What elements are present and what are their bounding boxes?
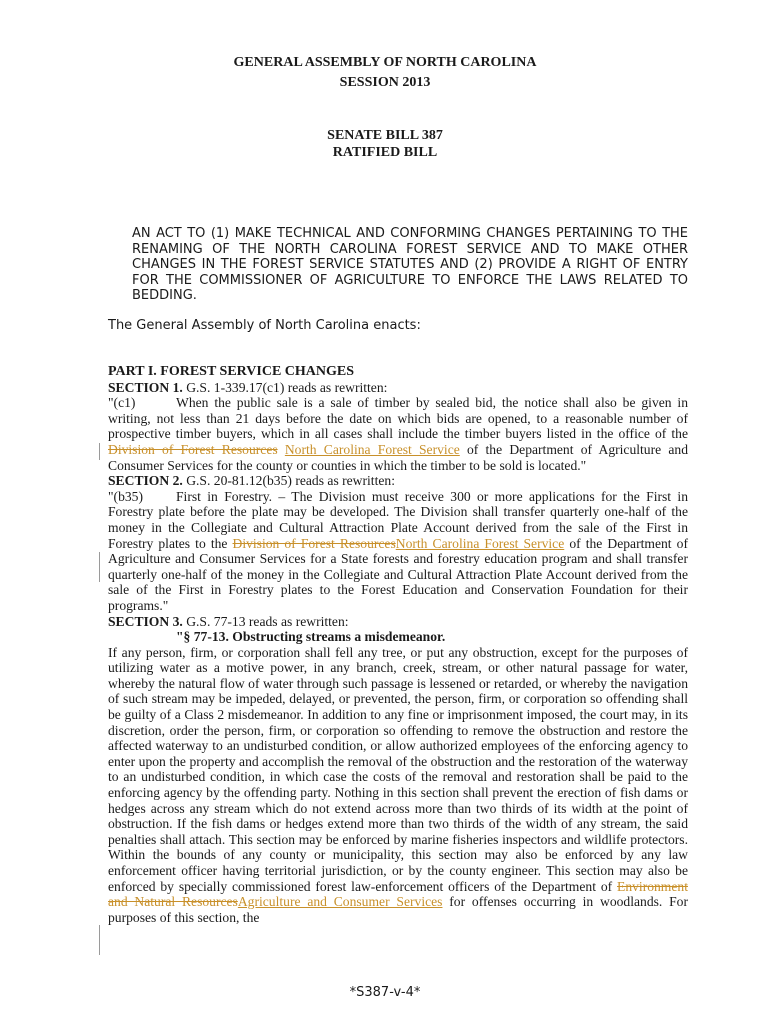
page-footer: *S387-v-4*: [349, 985, 421, 1000]
section-label: SECTION 2.: [108, 473, 183, 489]
section-ref: G.S. 77-13 reads as rewritten:: [186, 613, 349, 629]
section-text: of the Department of Agriculture and Consumer Services for the county or counties in which the timber to be sold is located.": [108, 441, 688, 473]
subsection-number: "(b35): [108, 488, 143, 504]
section-text: of the Department of Agriculture and Consumer Services for a State forests and forestry education program and shall transfer quarterly one-half of the money in the Collegiate and Cultural Attraction Plate Account derived from the sale of the First in Forestry plates to the Forest Education and Conservation Foundation for their programs.": [108, 535, 688, 613]
bill-number: SENATE BILL 387: [327, 128, 443, 143]
deleted-text: Division of Forest Resources: [232, 535, 396, 551]
bill-status: RATIFIED BILL: [332, 145, 438, 160]
section-1-text: [108, 395, 688, 473]
section-2: [108, 473, 688, 489]
statute-caption: "§ 77-13. Obstructing streams a misdemeanor.: [176, 629, 446, 645]
change-bar: [99, 443, 100, 460]
section-ref: G.S. 20-81.12(b35) reads as rewritten:: [186, 473, 395, 489]
deleted-text: Environment and Natural Resources: [108, 878, 688, 910]
header-session: SESSION 2013: [339, 75, 431, 90]
subsection-number: "(c1): [108, 395, 136, 411]
section-label: SECTION 1.: [108, 379, 183, 395]
inserted-text: North Carolina Forest Service: [284, 441, 460, 457]
act-title: AN ACT TO (1) MAKE TECHNICAL AND CONFORMING CHANGES PERTAINING TO THE RENAMING OF THE NORTH CAROLINA FOREST SERVICE AND TO MAKE OTHER CHANGES IN THE FOREST SERVICE STATUTES AND (2) PROVIDE A RIGHT OF ENTRY FOR THE COMMISSIONER OF AGRICULTURE TO ENFORCE THE LAWS RELATED TO BEDDING.: [132, 226, 688, 304]
change-bar: [99, 552, 100, 582]
inserted-text: Agriculture and Consumer Services: [237, 894, 443, 910]
section-1: [108, 380, 688, 396]
section-2-text: [108, 489, 688, 614]
inserted-text: North Carolina Forest Service: [395, 535, 565, 551]
change-bar: [99, 925, 100, 955]
section-3-text: [108, 645, 688, 926]
section-ref: G.S. 1-339.17(c1) reads as rewritten:: [186, 379, 388, 395]
section-3: [108, 614, 688, 630]
enacts-clause: The General Assembly of North Carolina enacts:: [108, 318, 421, 333]
section-text: When the public sale is a sale of timber by sealed bid, the notice shall also be given in writing, not less than 21 days before the date on which bids are opened, to a reasonable number of prospective timber buyers, which in all cases shall include the timber buyers listed in the office of the: [108, 395, 688, 442]
deleted-text: Division of Forest Resources: [108, 441, 278, 457]
section-label: SECTION 3.: [108, 613, 183, 629]
part-heading: PART I. FOREST SERVICE CHANGES: [108, 364, 355, 379]
section-text: If any person, firm, or corporation shall fell any tree, or put any obstruction, except for the purposes of utilizing water as a motive power, in any branch, creek, stream, or other natural passage for water, whereby the natural flow of water through such passage is lessened or retarded, or whereby the navigation of such stream may be impeded, delayed, or prevented, the person, firm, or corporation so offending shall be guilty of a Class 2 misdemeanor. In addition to any fine or imprisonment imposed, the court may, in its discretion, order the person, firm, or corporation so offending to remove the obstruction and restore the affected waterway to an undisturbed condition, or allow authorized employees of the enforcing agency to enter upon the property and accomplish the removal of the obstruction and the restoration of the waterway to an undisturbed condition, in which case the costs of the removal and restoration shall be paid to the enforcing agency by the offending party. Nothing in this section shall prevent the erection of fish dams or hedges across any stream which do not extend across more than two thirds of its width at the point of obstruction. If the fish dams or hedges extend more than two thirds of the width of any stream, the said penalties shall attach. This section may be enforced by marine fisheries inspectors and wildlife protectors. Within the bounds of any county or municipality, this section may also be enforced by any law enforcement officer having territorial jurisdiction, or by the county engineer. This section may also be enforced by specially commissioned forest law-enforcement officers of the Department of: [108, 644, 688, 894]
bill-body: [108, 364, 688, 925]
section-text: First in Forestry. – The Division must receive 300 or more applications for the First in Forestry plate before the plate may be developed. The Division shall transfer quarterly one-half of the money in the Collegiate and Cultural Attraction Plate Account derived from the sale of the First in Forestry plates to the: [108, 488, 688, 551]
header-assembly: GENERAL ASSEMBLY OF NORTH CAROLINA: [233, 55, 537, 70]
section-text: for offenses occurring in woodlands. For purposes of this section, the: [108, 894, 688, 925]
